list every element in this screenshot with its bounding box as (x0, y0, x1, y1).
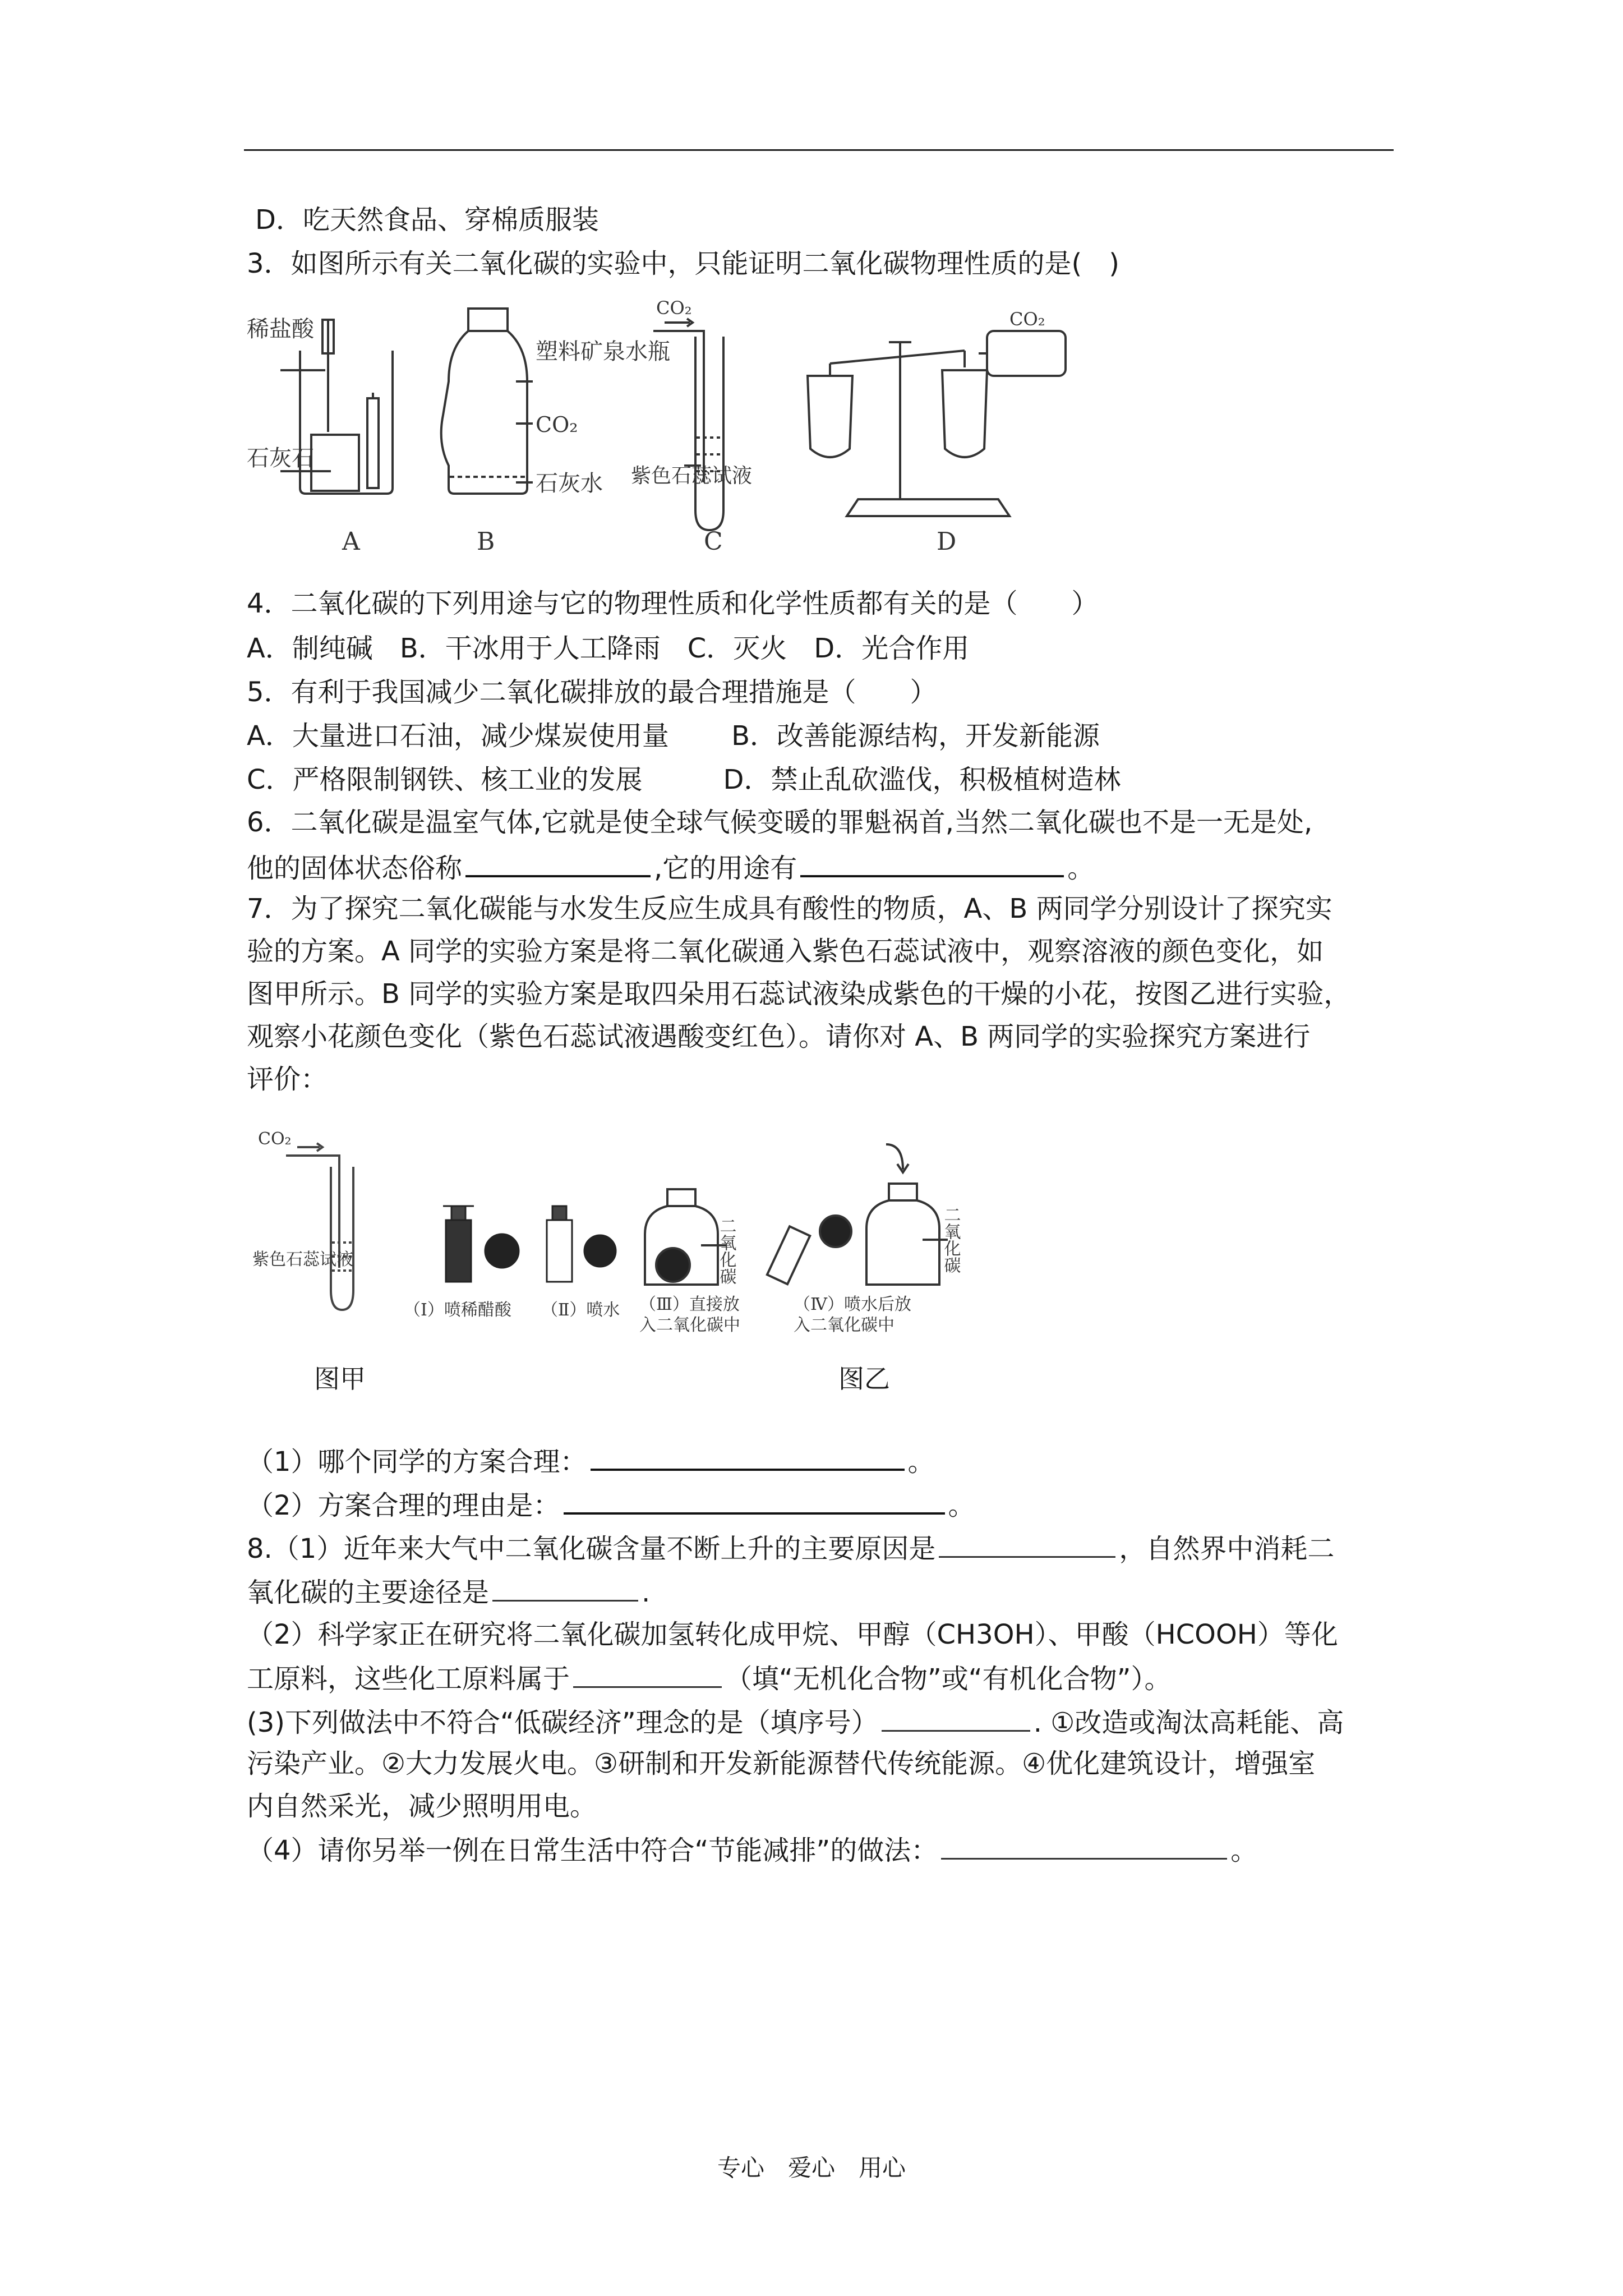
answer-blank-8-4[interactable] (941, 1832, 1227, 1860)
header-rule (244, 149, 1394, 151)
panel-b-label: B (477, 527, 495, 556)
question-6: 6．二氧化碳是温室气体,它就是使全球气候变暖的罪魁祸首,当然二氧化碳也不是一无是处, (247, 807, 1313, 838)
answer-blank-7-2[interactable] (564, 1487, 945, 1515)
label-jia-litmus: 紫色石蕊试液 (252, 1250, 353, 1269)
panel-d-balance (808, 331, 1066, 516)
text-line-d-option: D．吃天然食品、穿棉质服装 (255, 204, 599, 236)
label-c-litmus: 紫色石蕊试液 (631, 464, 753, 487)
question-3: 3．如图所示有关二氧化碳的实验中，只能证明二氧化碳物理性质的是( ) (247, 248, 1119, 279)
question-7-line1: 7．为了探究二氧化碳能与水发生反应生成具有酸性的物质，A、B 两同学分别设计了探究实 (247, 893, 1332, 924)
caption-fig-jia: 图甲 (314, 1364, 366, 1394)
label-step2: （Ⅱ）喷水 (541, 1300, 620, 1320)
answer-blank-8-1b[interactable] (492, 1574, 638, 1602)
label-limewater: 石灰水 (536, 471, 603, 496)
figure-litmus-experiments (252, 1122, 993, 1346)
question-8-1-line1: 8.（1）近年来大气中二氧化碳含量不断上升的主要原因是 ，自然界中消耗二 (247, 1530, 1334, 1566)
question-7-line2: 验的方案。A 同学的实验方案是将二氧化碳通入紫色石蕊试液中，观察溶液的颜色变化，如 (247, 936, 1324, 967)
label-plastic-bottle: 塑料矿泉水瓶 (536, 339, 670, 365)
step4-spray-then-jar (767, 1144, 948, 1285)
panel-c-label: C (704, 527, 723, 556)
label-step1: （Ⅰ）喷稀醋酸 (404, 1300, 511, 1320)
question-8-4: （4）请你另举一例在日常生活中符合“节能减排”的做法： 。 (247, 1832, 1257, 1867)
panel-d-label: D (937, 527, 957, 556)
question-8-1-line2: 氧化碳的主要途径是 . (247, 1574, 650, 1609)
page-footer: 专心 爱心 用心 (717, 2154, 906, 2182)
label-d-co2: CO₂ (1009, 309, 1045, 330)
question-7-1: （1）哪个同学的方案合理： 。 (247, 1443, 935, 1479)
answer-blank-7-1[interactable] (591, 1443, 905, 1471)
question-5-options-ab: A．大量进口石油，减少煤炭使用量 B．改善能源结构，开发新能源 (247, 720, 1100, 752)
step1-spray-acid (443, 1206, 519, 1282)
step2-spray-water (547, 1206, 616, 1282)
label-b-co2: CO₂ (536, 412, 578, 437)
label-step3b: 入二氧化碳中 (639, 1315, 740, 1335)
panel-a-label: A (342, 527, 360, 556)
answer-blank-usage[interactable] (800, 849, 1064, 877)
answer-blank-8-2[interactable] (573, 1660, 722, 1688)
label-step3-jar: 二氧化碳 (716, 1217, 736, 1285)
figure-co2-experiments (247, 297, 1122, 567)
answer-blank-8-1a[interactable] (939, 1530, 1115, 1558)
label-dilute-acid: 稀盐酸 (247, 316, 314, 342)
question-8-3-line3: 内自然采光，减少照明用电。 (247, 1791, 597, 1822)
question-8-2-line2: 工原料，这些化工原料属于 （填“无机化合物”或“有机化合物”）。 (247, 1660, 1172, 1696)
label-step4b: 入二氧化碳中 (794, 1315, 895, 1335)
fig-jia-test-tube (286, 1143, 353, 1310)
question-6-blanks: 他的固体状态俗称 ,它的用途有 。 (247, 849, 1094, 885)
caption-fig-yi: 图乙 (838, 1364, 890, 1394)
answer-blank-solid-name[interactable] (465, 849, 651, 877)
step3-jar (645, 1189, 726, 1285)
label-limestone: 石灰石 (247, 445, 314, 471)
question-8-3-line1: (3)下列做法中不符合“低碳经济”理念的是（填序号） . ①改造或淘汰高耗能、高 (247, 1704, 1344, 1740)
label-c-co2: CO₂ (656, 297, 692, 319)
question-7-line5: 评价： (247, 1064, 328, 1095)
label-step4-jar: 二氧化碳 (940, 1206, 961, 1273)
label-step3a: （Ⅲ）直接放 (639, 1295, 740, 1314)
label-jia-co2: CO₂ (258, 1129, 292, 1149)
question-7-line3: 图甲所示。B 同学的实验方案是取四朵用石蕊试液染成紫色的干燥的小花，按图乙进行实验， (247, 978, 1351, 1010)
panel-b-bottle (441, 309, 533, 494)
question-8-3-line2: 污染产业。②大力发展火电。③研制和开发新能源替代传统能源。④优化建筑设计，增强室 (247, 1748, 1316, 1779)
question-7-2: （2）方案合理的理由是： 。 (247, 1487, 975, 1522)
question-4: 4．二氧化碳的下列用途与它的物理性质和化学性质都有关的是（ ） (247, 588, 1099, 619)
question-5-options-cd: C．严格限制钢铁、核工业的发展 D．禁止乱砍滥伐，积极植树造林 (247, 764, 1121, 795)
question-4-options: A．制纯碱 B．干冰用于人工降雨 C．灭火 D．光合作用 (247, 633, 970, 664)
question-5: 5．有利于我国减少二氧化碳排放的最合理措施是（ ） (247, 677, 937, 708)
question-7-line4: 观察小花颜色变化（紫色石蕊试液遇酸变红色）。请你对 A、B 两同学的实验探究方案进行 (247, 1021, 1311, 1052)
answer-blank-8-3[interactable] (882, 1704, 1030, 1732)
label-step4a: （Ⅳ）喷水后放 (794, 1295, 911, 1314)
question-8-2-line1: （2）科学家正在研究将二氧化碳加氢转化成甲烷、甲醇（CH3OH）、甲酸（HCOOH）等化 (247, 1619, 1338, 1650)
